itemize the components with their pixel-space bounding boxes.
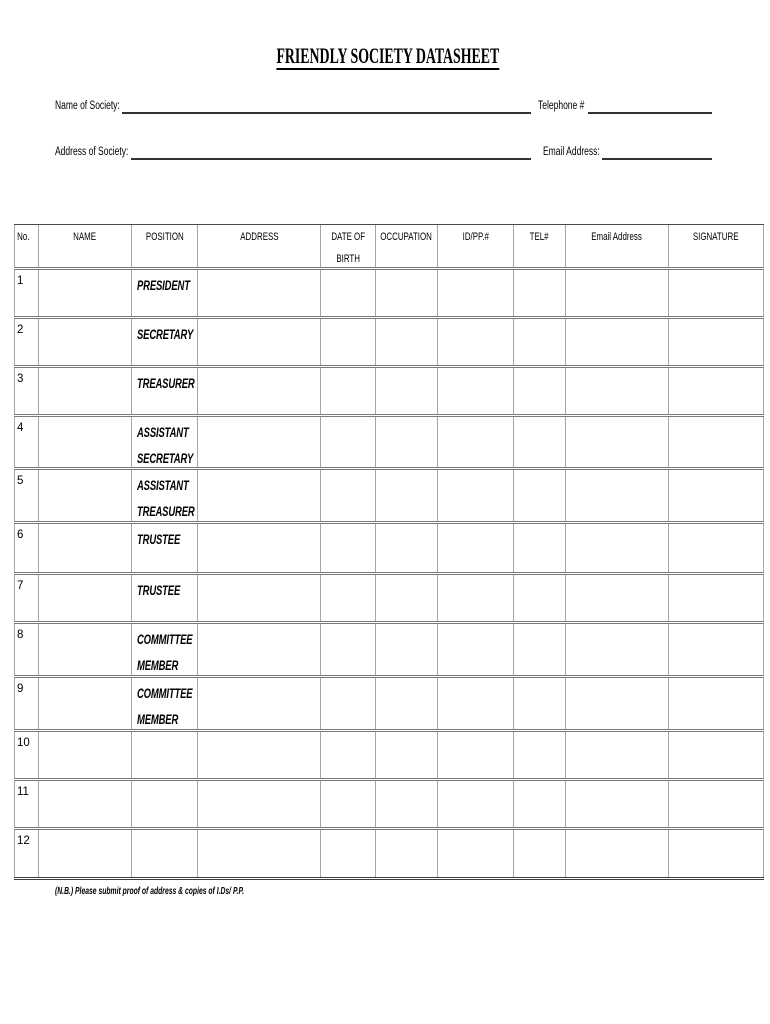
row-number: 10: [17, 737, 30, 749]
email-address-field[interactable]: [565, 524, 668, 572]
position-cell: [131, 368, 197, 414]
column-header-label: DATE OF BIRTH: [331, 231, 365, 265]
name-field[interactable]: [38, 470, 131, 521]
tel-field[interactable]: [513, 524, 565, 572]
column-header-signature: [668, 225, 764, 267]
column-header-label: No.: [17, 231, 30, 243]
date-of-birth-field[interactable]: [320, 319, 375, 365]
tel-field[interactable]: [513, 678, 565, 729]
occupation-field[interactable]: [375, 319, 437, 365]
occupation-field[interactable]: [375, 732, 437, 778]
occupation-field[interactable]: [375, 624, 437, 675]
signature-field[interactable]: [668, 524, 764, 572]
date-of-birth-field[interactable]: [320, 624, 375, 675]
id-pp-field[interactable]: [437, 678, 513, 729]
table-row: [14, 678, 764, 732]
address-field[interactable]: [197, 470, 320, 521]
name-of-society-label: Name of Society:: [55, 100, 120, 112]
row-number: 5: [17, 475, 24, 487]
email-address-field[interactable]: [565, 417, 668, 467]
row-number-cell: [14, 678, 38, 729]
date-of-birth-field[interactable]: [320, 270, 375, 316]
title-container: [0, 43, 770, 69]
id-pp-field[interactable]: [437, 575, 513, 621]
column-header-label: NAME: [73, 231, 97, 243]
date-of-birth-field[interactable]: [320, 524, 375, 572]
signature-field[interactable]: [668, 319, 764, 365]
name-field[interactable]: [38, 678, 131, 729]
row-number: 7: [17, 580, 24, 592]
name-field[interactable]: [38, 524, 131, 572]
table-row: [14, 368, 764, 417]
position-label: TRUSTEE: [137, 583, 181, 598]
table-row: [14, 624, 764, 678]
row-number: 11: [17, 786, 29, 798]
occupation-field[interactable]: [375, 575, 437, 621]
address-field[interactable]: [197, 524, 320, 572]
column-header-label: ADDRESS: [239, 231, 279, 243]
date-of-birth-field[interactable]: [320, 575, 375, 621]
table-row: [14, 781, 764, 830]
column-header-label: SIGNATURE: [693, 231, 739, 243]
email-address-field[interactable]: [565, 368, 668, 414]
row-number: 8: [17, 629, 24, 641]
tel-field[interactable]: [513, 270, 565, 316]
column-header-label: Email Address: [591, 231, 643, 243]
signature-field[interactable]: [668, 624, 764, 675]
id-pp-field[interactable]: [437, 830, 513, 877]
table-row: [14, 575, 764, 624]
id-pp-field[interactable]: [437, 624, 513, 675]
table-row: [14, 270, 764, 319]
tel-field[interactable]: [513, 575, 565, 621]
address-field[interactable]: [197, 624, 320, 675]
date-of-birth-field[interactable]: [320, 368, 375, 414]
row-number-cell: [14, 624, 38, 675]
occupation-field[interactable]: [375, 781, 437, 827]
name-field[interactable]: [38, 319, 131, 365]
name-field[interactable]: [38, 624, 131, 675]
row-number-cell: [14, 270, 38, 316]
table-header-row: [14, 224, 764, 270]
column-header-occupation: [375, 225, 437, 267]
row-number: 12: [17, 835, 30, 847]
telephone-label: Telephone #: [538, 100, 585, 112]
tel-field[interactable]: [513, 732, 565, 778]
date-of-birth-field[interactable]: [320, 470, 375, 521]
occupation-field[interactable]: [375, 270, 437, 316]
row-number: 9: [17, 683, 24, 695]
table-row: [14, 470, 764, 524]
occupation-field[interactable]: [375, 678, 437, 729]
email-address-field[interactable]: [602, 147, 712, 160]
column-header-name: [38, 225, 131, 267]
column-header-date-of-birth: [320, 225, 375, 267]
signature-field[interactable]: [668, 575, 764, 621]
table-row: [14, 417, 764, 470]
name-field[interactable]: [38, 781, 131, 827]
id-pp-field[interactable]: [437, 368, 513, 414]
signature-field[interactable]: [668, 781, 764, 827]
tel-field[interactable]: [513, 470, 565, 521]
table-row: [14, 732, 764, 781]
tel-field[interactable]: [513, 368, 565, 414]
document-title: FRIENDLY SOCIETY DATASHEET: [276, 43, 499, 68]
date-of-birth-field[interactable]: [320, 732, 375, 778]
row-number: 1: [17, 275, 24, 287]
name-field[interactable]: [38, 368, 131, 414]
telephone-field[interactable]: [588, 101, 712, 114]
row-number-cell: [14, 417, 38, 467]
name-field[interactable]: [38, 732, 131, 778]
tel-field[interactable]: [513, 781, 565, 827]
date-of-birth-field[interactable]: [320, 678, 375, 729]
column-header-label: ID/PP.#: [462, 231, 489, 243]
position-label: ASSISTANT SECRETARY: [137, 425, 194, 466]
position-label: ASSISTANT TREASURER: [137, 478, 195, 519]
row-number: 2: [17, 324, 24, 336]
id-pp-field[interactable]: [437, 417, 513, 467]
signature-field[interactable]: [668, 678, 764, 729]
row-number: 3: [17, 373, 24, 385]
name-field[interactable]: [38, 417, 131, 467]
email-address-field[interactable]: [565, 270, 668, 316]
position-label: COMMITTEE MEMBER: [137, 686, 193, 727]
position-cell: [131, 575, 197, 621]
signature-field[interactable]: [668, 368, 764, 414]
address-field[interactable]: [197, 319, 320, 365]
occupation-field[interactable]: [375, 830, 437, 877]
name-of-society-field[interactable]: [122, 101, 531, 114]
id-pp-field[interactable]: [437, 781, 513, 827]
email-address-label: Email Address:: [543, 146, 600, 158]
occupation-field[interactable]: [375, 470, 437, 521]
column-header-label: OCCUPATION: [380, 231, 433, 243]
column-header-no: [14, 225, 38, 267]
column-header-address: [197, 225, 320, 267]
id-pp-field[interactable]: [437, 470, 513, 521]
column-header-position: [131, 225, 197, 267]
address-field[interactable]: [197, 830, 320, 877]
name-field[interactable]: [38, 830, 131, 877]
address-field[interactable]: [197, 678, 320, 729]
id-pp-field[interactable]: [437, 270, 513, 316]
address-of-society-label: Address of Society:: [55, 146, 129, 158]
id-pp-field[interactable]: [437, 732, 513, 778]
occupation-field[interactable]: [375, 368, 437, 414]
address-field[interactable]: [197, 270, 320, 316]
signature-field[interactable]: [668, 417, 764, 467]
occupation-field[interactable]: [375, 524, 437, 572]
column-header-label: TEL#: [530, 231, 549, 243]
position-cell: [131, 624, 197, 675]
email-address-field[interactable]: [565, 781, 668, 827]
row-number: 4: [17, 422, 24, 434]
email-address-field[interactable]: [565, 575, 668, 621]
position-label: TRUSTEE: [137, 532, 181, 547]
tel-field[interactable]: [513, 417, 565, 467]
row-number-cell: [14, 368, 38, 414]
date-of-birth-field[interactable]: [320, 781, 375, 827]
row-number-cell: [14, 524, 38, 572]
occupation-field[interactable]: [375, 417, 437, 467]
email-address-field[interactable]: [565, 678, 668, 729]
email-address-field[interactable]: [565, 470, 668, 521]
email-address-field[interactable]: [565, 830, 668, 877]
date-of-birth-field[interactable]: [320, 417, 375, 467]
position-label: PRESIDENT: [137, 278, 190, 293]
table-row: [14, 524, 764, 575]
address-field[interactable]: [197, 781, 320, 827]
row-number-cell: [14, 732, 38, 778]
position-cell: [131, 319, 197, 365]
tel-field[interactable]: [513, 319, 565, 365]
date-of-birth-field[interactable]: [320, 830, 375, 877]
table-row: [14, 319, 764, 368]
signature-field[interactable]: [668, 270, 764, 316]
row-number-cell: [14, 319, 38, 365]
column-header-id-pp: [437, 225, 513, 267]
row-number-cell: [14, 575, 38, 621]
row-number-cell: [14, 830, 38, 877]
tel-field[interactable]: [513, 624, 565, 675]
signature-field[interactable]: [668, 732, 764, 778]
id-pp-field[interactable]: [437, 319, 513, 365]
position-label: COMMITTEE MEMBER: [137, 632, 193, 673]
position-cell: [131, 524, 197, 572]
column-header-tel: [513, 225, 565, 267]
email-address-field[interactable]: [565, 732, 668, 778]
position-field[interactable]: [131, 830, 197, 877]
position-cell: [131, 270, 197, 316]
email-address-field[interactable]: [565, 624, 668, 675]
row-number-cell: [14, 781, 38, 827]
address-field[interactable]: [197, 417, 320, 467]
position-field[interactable]: [131, 781, 197, 827]
row-number: 6: [17, 529, 24, 541]
address-field[interactable]: [197, 732, 320, 778]
address-of-society-field[interactable]: [131, 147, 531, 160]
position-field[interactable]: [131, 732, 197, 778]
name-field[interactable]: [38, 575, 131, 621]
email-address-field[interactable]: [565, 319, 668, 365]
signature-field[interactable]: [668, 830, 764, 877]
position-cell: [131, 678, 197, 729]
column-header-email-address: [565, 225, 668, 267]
position-label: SECRETARY: [137, 327, 194, 342]
table-row: [14, 830, 764, 880]
address-field[interactable]: [197, 368, 320, 414]
position-label: TREASURER: [137, 376, 195, 391]
position-cell: [131, 417, 197, 467]
datasheet-table: [14, 224, 764, 886]
address-field[interactable]: [197, 575, 320, 621]
position-cell: [131, 470, 197, 521]
row-number-cell: [14, 470, 38, 521]
column-header-label: POSITION: [145, 231, 184, 243]
signature-field[interactable]: [668, 470, 764, 521]
footnote: (N.B.) Please submit proof of address & copies of I.Ds/ P.P.: [55, 886, 245, 897]
tel-field[interactable]: [513, 830, 565, 877]
name-field[interactable]: [38, 270, 131, 316]
id-pp-field[interactable]: [437, 524, 513, 572]
